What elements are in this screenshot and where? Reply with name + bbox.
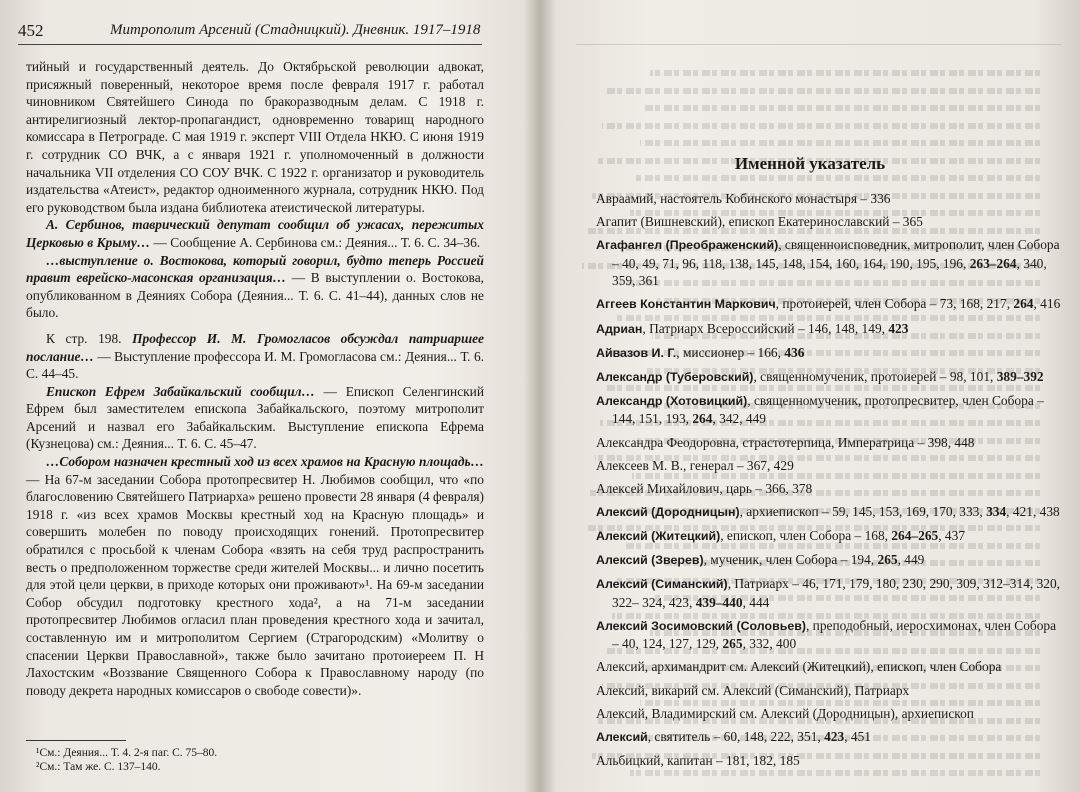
- entry-name: Алексий (Дородницын): [596, 504, 740, 519]
- index-title: Именной указатель: [734, 154, 886, 173]
- entry-description: Агапит (Вишневский), епископ Екатеринославский – 365: [596, 214, 923, 230]
- entry-name: Алексий (Житецкий): [596, 528, 721, 543]
- entry-description: , епископ, член Собора – 168, 264–265, 437: [720, 527, 966, 543]
- index-entry: [596, 728, 1066, 747]
- paragraph-prefix: К стр. 198.: [46, 330, 133, 346]
- index-entry: [596, 434, 1066, 452]
- entry-description: , мученик, член Собора – 194, 265, 449: [703, 552, 925, 567]
- page-number: 452: [18, 21, 44, 40]
- entry-description: Алексий, Владимирский см. Алексий (Дородницын), архиепископ: [596, 705, 974, 721]
- lemma: …Собором назначен крестный ход из всех храмов на Красную площадь…: [46, 454, 484, 470]
- lemma: Профессор И. М. Громогласов обсуждал патриаршее послание…: [26, 330, 484, 364]
- entry-description: , священномученик, протопресвитер, член Собора – 144, 151, 193, 264, 342, 449: [612, 392, 1044, 427]
- entry-name: Агафангел (Преображенский): [596, 238, 779, 253]
- index-entry: [596, 344, 1066, 363]
- index-entry: [596, 320, 1066, 339]
- entry-name: Адриан: [596, 321, 643, 336]
- index-entry: [596, 503, 1066, 522]
- lemma: …выступление о. Востокова, который говорил, будто теперь Россией правит еврейско-масонская организация…: [26, 252, 484, 286]
- paragraph-text: — Сообщение А. Сербинова см.: Деяния... Т. 6. С. 34–36.: [150, 234, 481, 250]
- ghost-line: [635, 175, 1040, 181]
- footnote-rule: [26, 740, 126, 741]
- paragraph-text: — На 67-м заседании Собора протопресвитер Н. Любимов сообщил, что «по благословению Святейшего Патриарха» решено провести 28 января (4 февраля) 1918 г. «из всех храмов Москвы крестный ход на Красную площадь» и совершить молебен по поводу происходящих гонений. Протопресвитер обратился с просьбой к членам Собора «взять на себя труд распространить весть о предположенном торжестве среди жителей Москвы... и лично посетить для этой цели церкви, в приходе которых они проживают»¹. На 69-м заседании Собор обсудил подготовку крестного хода², а на 71-м заседании протопресвитер Любимов огласил план проведения крестного хода и зачитал, составленную им и митрополитом Сергием (Страгородским) «Молитву о спасении Церкви Православной», также было зачитано протоиереем П. Н Лахостским «Воззвание Священного Собора к Православному народу (по поводу декрета народных комиссаров о свободе совести)».: [26, 471, 484, 698]
- entry-description: , священноисповедник, митрополит, член Собора – 40, 49, 71, 96, 118, 138, 145, 148, 154, 160, 164, 190, 195, 196, 263–264, 340, 359, 361: [612, 237, 1060, 289]
- lemma: Епископ Ефрем Забайкальский сообщил…: [46, 383, 315, 399]
- entry-description: , миссионер – 166, 436: [676, 344, 805, 360]
- index-entry: [596, 658, 1066, 676]
- paragraph-text: тийный и государственный деятель. До Октябрьской революции адвокат, присяжный поверенный, некоторое время после февраля 1917 г. работал чиновником Святейшего Синода по бракоразводным делам. С 1918 г. антирелигиозный лектор-пропагандист, одновременно товарищ народного комиссара в Петрограде. С мая 1919 г. эксперт VIII Отдела НКЮ. С июня 1919 г. сотрудник СО ВЧК, а с января 1921 г. уполномоченный в должности начальника VII отделения СО СОУ ВЧК. С 1922 г. организатор и руководитель издательства «Атеист», редактор одноименного журнала, сотрудник НКЮ. Под его руководством была издана библиотека атеистической литературы.: [26, 59, 484, 215]
- ghost-line: [640, 140, 1040, 146]
- paragraph: [26, 252, 484, 322]
- entry-description: , Патриарх Всероссийский – 146, 148, 149, 423: [642, 320, 909, 336]
- entry-name: Айвазов И. Г.: [596, 345, 677, 360]
- index-entry: [596, 236, 1066, 290]
- entry-description: Алексий, викарий см. Алексий (Симанский), Патриарх: [596, 682, 910, 698]
- index-entry: [596, 705, 1066, 723]
- index-entry: [596, 457, 1066, 475]
- entry-description: Авраамий, настоятель Кобинского монастыря – 336: [596, 191, 891, 206]
- lemma: А. Сербинов, таврический депутат сообщил об ужасах, пережитых Церковью в Крыму…: [26, 217, 484, 250]
- entry-description: Альбицкий, капитан – 181, 182, 185: [596, 752, 800, 768]
- entry-name: Алексий (Зверев): [596, 553, 704, 567]
- index-entry: [596, 368, 1066, 387]
- index-entry: [596, 682, 1066, 700]
- paragraph-text: — Епископ Селенгинский Ефрем был заместителем епископа Забайкальского, поэтому митрополит Арсений и назвал его Забайкальским. Выступление епископа Ефрема (Кузнецова) см.: Деяния... Т. 6. С. 45–47.: [26, 383, 485, 452]
- page-header: [18, 20, 482, 45]
- entry-name: Александр (Хотовицкий): [596, 393, 748, 408]
- entry-name: Алексий Зосимовский (Соловьев): [596, 618, 806, 633]
- name-index: [596, 190, 1066, 775]
- ghost-line: [645, 105, 1040, 111]
- index-entry: [596, 551, 1066, 570]
- commentary-text: [26, 58, 484, 699]
- index-entry: [596, 617, 1066, 653]
- entry-description: , архиепископ – 59, 145, 153, 169, 170, 333, 334, 421, 438: [739, 503, 1060, 519]
- entry-name: Алексий (Симанский): [596, 577, 728, 592]
- entry-description: , священномученик, протоиерей – 98, 101, 389–392: [753, 368, 1044, 384]
- entry-name: Аггеев Константин Маркович: [596, 297, 776, 312]
- index-entry: [596, 480, 1066, 498]
- entry-description: , преподобный, иеросхимонах, член Собора – 40, 124, 127, 129, 265, 332, 400: [612, 617, 1057, 652]
- entry-name: Александр (Туберовский): [596, 369, 754, 384]
- entry-description: , Патриарх – 46, 171, 179, 180, 230, 290, 309, 312–314, 320, 322– 324, 423, 439–440, 444: [612, 576, 1061, 610]
- ghost-line: [603, 123, 1041, 129]
- entry-description: , протоиерей, член Собора – 73, 168, 217, 264, 416: [775, 296, 1061, 312]
- index-entry: [596, 752, 1066, 770]
- entry-name: Алексий: [596, 729, 648, 744]
- paragraph-text: — В выступлении о. Востокова, опубликованном в Деяниях Собора (Деяния... Т. 6. С. 41–44), данных слов не было.: [26, 270, 484, 321]
- index-entry: [596, 575, 1066, 611]
- right-page: [540, 0, 1080, 792]
- entry-description: Алексей Михайлович, царь – 366, 378: [596, 480, 813, 496]
- ghost-line: [608, 88, 1041, 94]
- index-entry: [596, 190, 1066, 208]
- paragraph: [26, 216, 484, 251]
- paragraph-text: — Выступление профессора И. М. Громогласова см.: Деяния... Т. 6. С. 44–45.: [26, 348, 484, 382]
- footnote: ¹См.: Деяния... Т. 4. 2-я паг. С. 75–80.: [36, 747, 218, 759]
- footnotes: [26, 746, 484, 774]
- page-header-faded: [576, 20, 1062, 45]
- entry-description: , святитель – 60, 148, 222, 351, 423, 451: [647, 728, 871, 744]
- paragraph: [26, 330, 484, 383]
- index-entry: [596, 295, 1066, 314]
- ghost-line: [650, 70, 1040, 76]
- index-entry: [596, 213, 1066, 231]
- running-title: Митрополит Арсений (Стадницкий). Дневник. 1917–1918: [110, 22, 481, 38]
- entry-description: Алексий, архимандрит см. Алексий (Житецкий), епископ, член Собора: [596, 659, 1002, 675]
- paragraph: [26, 383, 484, 453]
- index-entry: [596, 392, 1066, 428]
- entry-description: Алексеев М. В., генерал – 367, 429: [596, 457, 794, 473]
- paragraph: [26, 453, 484, 699]
- paragraph: [26, 58, 484, 216]
- index-entry: [596, 527, 1066, 546]
- entry-description: Александра Феодоровна, страстотерпица, Императрица – 398, 448: [596, 434, 975, 450]
- footnote: ²См.: Там же. С. 137–140.: [36, 761, 161, 773]
